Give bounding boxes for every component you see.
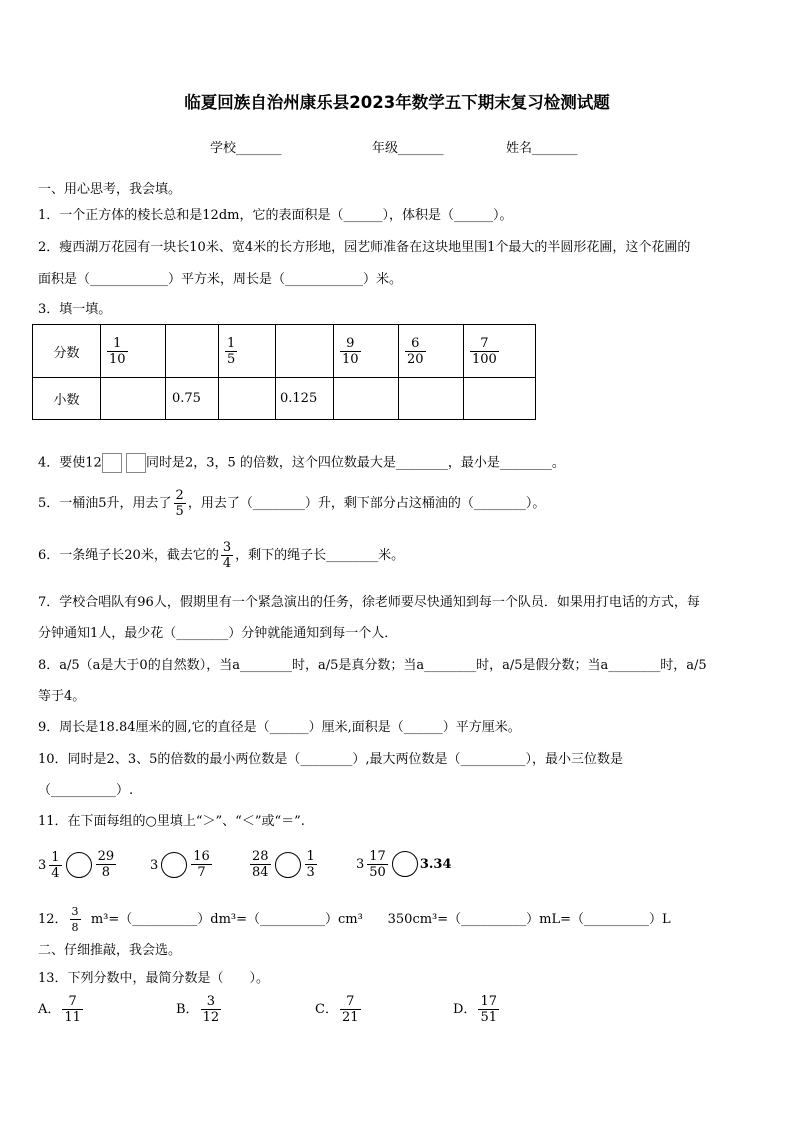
question-6-suffix: ，剩下的绳子长________米。 [235,548,405,563]
compare-group-4: 3 $\frac{17}{50}$ 3.34 [356,849,452,880]
digit-box[interactable] [126,453,146,473]
table-cell: $\frac{9}{10}$ [334,325,399,378]
compare-group-3: $\frac{28}{84}$ $\frac{1}{3}$ [252,849,315,880]
question-6-prefix: 6．一条绳子长20米，截去它的 [38,548,219,563]
question-2-line1: 2．瘦西湖万花园有一块长10米、宽4米的长方形地，园艺师准备在这块地里围1个最大的半圆形花圃，这个花圃的 [38,240,691,255]
question-9: 9．周长是18.84厘米的圆,它的直径是（______）厘米,面积是（______）平方厘米。 [38,720,521,735]
question-4 [38,453,565,473]
section-1-heading: 一、用心思考，我会填。 [38,182,182,197]
grade-field[interactable]: 年级_______ [372,141,444,156]
name-field[interactable]: 姓名_______ [506,141,578,156]
table-cell[interactable] [219,378,276,420]
question-10-line1: 10．同时是2、3、5的倍数的最小两位数是（________）,最大两位数是（__________），最小三位数是 [38,752,623,767]
section-2-heading: 二、仔细推敲，我会选。 [38,943,182,958]
option-b[interactable]: B． $\frac{3}{12}$ [176,994,220,1025]
question-1: 1．一个正方体的棱长总和是12dm，它的表面积是（______），体积是（______）。 [38,208,513,223]
question-4-suffix: 同时是2，3，5 的倍数，这个四位数最大是________，最小是________。 [145,455,565,471]
question-8-line1: 8．a/5（a是大于0的自然数），当a________时，a/5是真分数；当a________时，a/5是假分数；当a________时，a/5 [38,658,707,673]
compare-group-1: 3 $\frac{1}{4}$ $\frac{29}{8}$ [38,849,115,881]
compare-circle[interactable] [161,852,187,878]
table-cell[interactable] [276,325,334,378]
table-cell[interactable] [334,378,399,420]
table-cell[interactable] [166,325,219,378]
table-cell: $\frac{7}{100}$ [464,325,536,378]
question-4-prefix: 4．要使12 [38,455,102,471]
question-5-suffix: ，用去了（________）升，剩下部分占这桶油的（________）。 [187,496,546,511]
compare-circle[interactable] [66,852,92,878]
question-11: 11．在下面每组的○里填上“＞”、“＜”或“＝”. [38,814,305,829]
question-12: 12． $\frac{3}{8}$ m³=（__________）dm³=（__________）cm³ 350cm³=（__________）mL=（__________）L [38,905,671,934]
question-7-line2: 分钟通知1人，最少花（________）分钟就能通知到每一个人． [38,626,398,641]
question-5-prefix: 5．一桶油5升，用去了 [38,496,172,511]
question-3: 3．填一填。 [38,302,112,317]
compare-group-2: 3 $\frac{16}{7}$ [150,849,210,880]
school-field[interactable]: 学校_______ [210,141,282,156]
compare-circle[interactable] [275,852,301,878]
fraction-decimal-table [32,324,536,420]
table-cell[interactable] [101,378,166,420]
row-label-decimal: 小数 [33,378,101,420]
table-cell[interactable] [399,378,464,420]
question-10-line2: （__________）. [38,783,134,798]
fraction: $\frac{2}{5}$ [175,488,184,519]
row-label-fraction: 分数 [33,325,101,378]
question-7-line1: 7．学校合唱队有96人，假期里有一个紧急演出的任务，徐老师要尽快通知到每一个队员．如果用打电话的方式，每 [38,595,700,610]
question-2-line2: 面积是（____________）平方米，周长是（____________）米。 [38,272,403,287]
question-5 [38,486,545,522]
table-cell: $\frac{1}{10}$ [101,325,166,378]
question-8-line2: 等于4。 [38,689,86,704]
question-6 [38,538,404,574]
compare-circle[interactable] [392,851,418,877]
fraction: $\frac{3}{4}$ [222,540,232,571]
table-cell: 0.75 [166,378,219,420]
question-13: 13．下列分数中，最简分数是（ ）。 [38,971,270,986]
table-cell: 0.125 [276,378,334,420]
table-cell[interactable] [464,378,536,420]
option-d[interactable]: D． $\frac{17}{51}$ [453,994,497,1025]
option-a[interactable]: A． $\frac{7}{11}$ [38,994,81,1025]
table-cell: $\frac{6}{20}$ [399,325,464,378]
page-title: 临夏回族自治州康乐县2023年数学五下期末复习检测试题 [184,93,610,112]
digit-box[interactable] [102,453,122,473]
table-cell: $\frac{1}{5}$ [219,325,276,378]
option-c[interactable]: C． $\frac{7}{21}$ [315,994,359,1025]
